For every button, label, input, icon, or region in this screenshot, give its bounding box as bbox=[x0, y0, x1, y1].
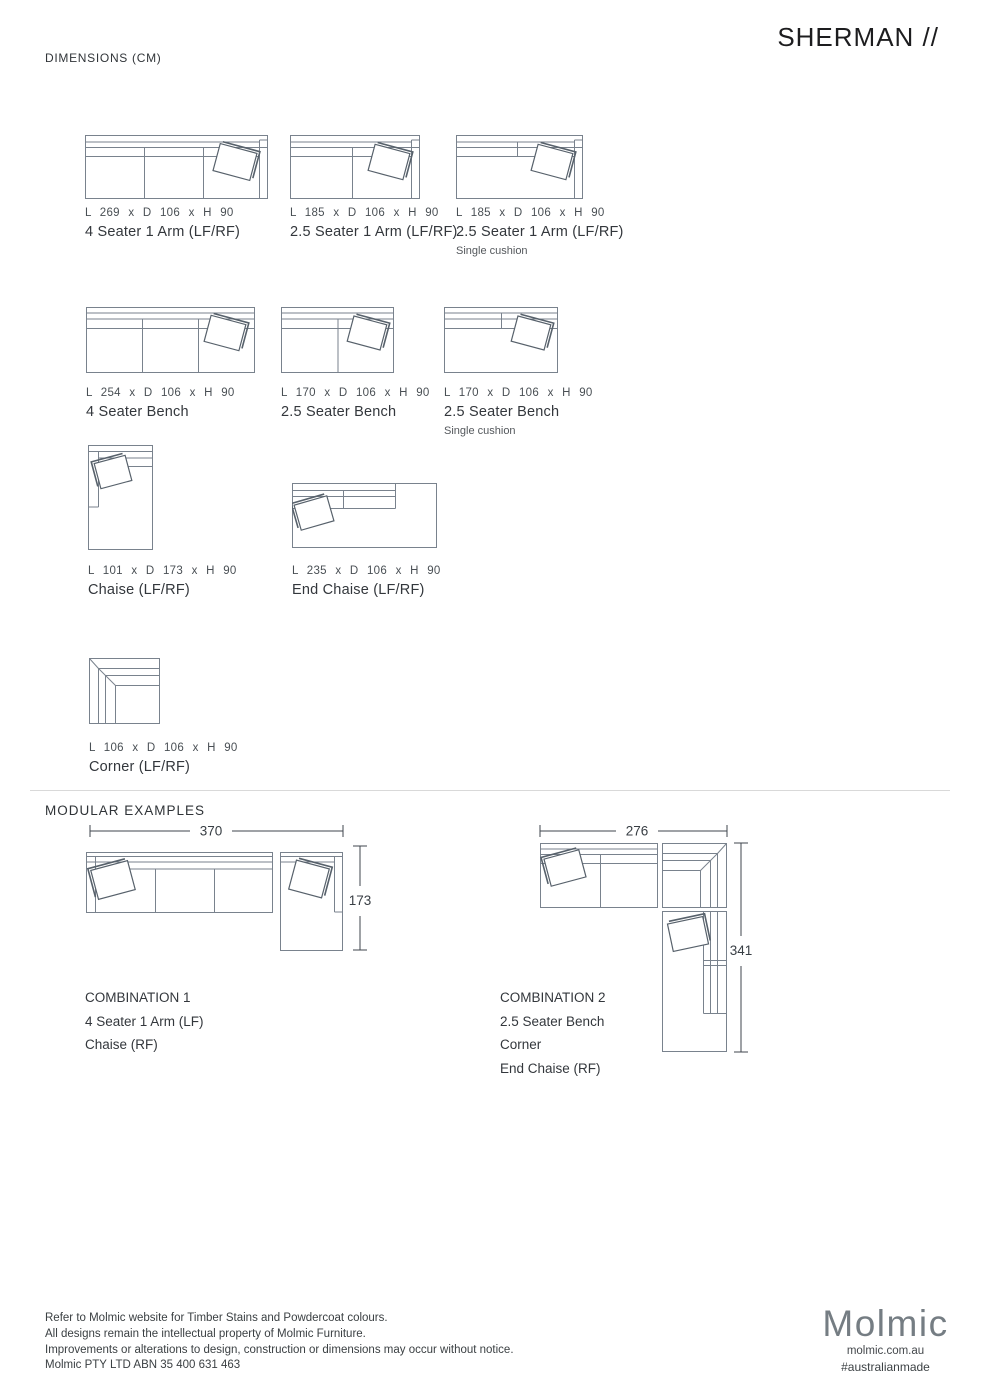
sofa-top-view-diagram bbox=[85, 135, 268, 199]
combination-part: 4 Seater 1 Arm (LF) bbox=[85, 1013, 204, 1029]
module-name: 2.5 Seater 1 Arm (LF/RF) bbox=[290, 224, 458, 240]
module-corner bbox=[89, 658, 238, 775]
module-note: Single cushion bbox=[456, 245, 528, 257]
combination-1-depth-label: 173 bbox=[348, 893, 372, 908]
combination-1-width-label: 370 bbox=[199, 823, 223, 839]
combination-2-end-chaise bbox=[663, 912, 727, 1052]
section-divider bbox=[30, 790, 950, 791]
module-dimensions: L 170 x D 106 x H 90 bbox=[444, 387, 593, 399]
sofa-top-view-diagram bbox=[290, 135, 420, 199]
module-name: End Chaise (LF/RF) bbox=[292, 582, 425, 598]
brand-hashtag: #australianmade bbox=[841, 1360, 930, 1374]
combination-part: Corner bbox=[500, 1037, 542, 1052]
module-name: 2.5 Seater Bench bbox=[444, 404, 560, 420]
combination-part: 2.5 Seater Bench bbox=[500, 1013, 605, 1029]
combination-2-depth-label: 341 bbox=[729, 943, 753, 958]
footer-notes bbox=[45, 1311, 514, 1374]
brand-block bbox=[808, 1305, 963, 1374]
combination-2-bench bbox=[541, 844, 658, 908]
page-title: SHERMAN // bbox=[777, 22, 939, 52]
module-name: 4 Seater 1 Arm (LF/RF) bbox=[85, 224, 241, 240]
dimensions-unit-label: DIMENSIONS (CM) bbox=[45, 51, 162, 65]
combination-1-sofa bbox=[87, 853, 273, 913]
back-cushion-pillow bbox=[667, 914, 711, 952]
combination-1-labels bbox=[85, 991, 204, 1062]
back-cushion-pillow bbox=[292, 494, 334, 531]
footer-note-line: Refer to Molmic website for Timber Stains and Powdercoat colours. bbox=[45, 1312, 388, 1324]
combination-part: Chaise (RF) bbox=[85, 1037, 158, 1052]
combination-2-corner bbox=[663, 844, 727, 908]
module-dimensions: L 185 x D 106 x H 90 bbox=[290, 207, 439, 219]
module-name: 4 Seater Bench bbox=[86, 404, 189, 420]
footer-note-line: Improvements or alterations to design, construction or dimensions may occur without notice. bbox=[45, 1343, 514, 1356]
module-chaise bbox=[88, 445, 237, 598]
footer-note-line: Molmic PTY LTD ABN 35 400 631 463 bbox=[45, 1359, 241, 1372]
module-name: 2.5 Seater 1 Arm (LF/RF) bbox=[456, 224, 624, 240]
module-dimensions: L 101 x D 173 x H 90 bbox=[88, 565, 237, 577]
module-2-5-seater-bench-single bbox=[444, 307, 593, 437]
module-note: Single cushion bbox=[444, 425, 516, 437]
combination-part: End Chaise (RF) bbox=[500, 1060, 601, 1076]
combination-1-diagram bbox=[84, 820, 384, 960]
sofa-top-view-diagram bbox=[86, 307, 255, 373]
back-cushion-pillow bbox=[88, 858, 135, 900]
module-end-chaise bbox=[292, 483, 441, 598]
combination-2-width-label: 276 bbox=[625, 823, 649, 839]
brand-website: molmic.com.au bbox=[846, 1345, 925, 1357]
module-name: Corner (LF/RF) bbox=[89, 759, 191, 775]
module-name: Chaise (LF/RF) bbox=[88, 582, 190, 598]
combination-title: COMBINATION 1 bbox=[85, 990, 191, 1005]
sofa-top-view-diagram bbox=[444, 307, 558, 373]
module-dimensions: L 106 x D 106 x H 90 bbox=[89, 742, 238, 754]
sofa-top-view-diagram bbox=[456, 135, 583, 199]
combination-1-chaise bbox=[281, 853, 343, 951]
module-dimensions: L 254 x D 106 x H 90 bbox=[86, 387, 235, 399]
module-dimensions: L 269 x D 106 x H 90 bbox=[85, 207, 234, 219]
back-cushion-pillow bbox=[541, 848, 586, 887]
module-dimensions: L 170 x D 106 x H 90 bbox=[281, 387, 430, 399]
molmic-logo: Molmic bbox=[822, 1303, 949, 1344]
module-name: 2.5 Seater Bench bbox=[281, 404, 397, 420]
module-dimensions: L 235 x D 106 x H 90 bbox=[292, 565, 441, 577]
sofa-top-view-diagram bbox=[88, 445, 153, 550]
modular-examples-heading: MODULAR EXAMPLES bbox=[45, 803, 206, 818]
module-4-seater-bench bbox=[86, 307, 255, 420]
footer-note-line: All designs remain the intellectual property of Molmic Furniture. bbox=[45, 1327, 366, 1340]
module-dimensions: L 185 x D 106 x H 90 bbox=[456, 207, 605, 219]
back-cushion-pillow bbox=[289, 858, 333, 899]
module-2-5-seater-1-arm bbox=[290, 135, 458, 240]
combination-2-labels bbox=[500, 991, 606, 1085]
sofa-top-view-diagram bbox=[292, 483, 437, 548]
combination-title: COMBINATION 2 bbox=[500, 990, 606, 1005]
back-cushion-pillow bbox=[91, 453, 132, 489]
module-4-seater-1-arm bbox=[85, 135, 268, 240]
module-2-5-seater-bench bbox=[281, 307, 430, 420]
sofa-top-view-diagram bbox=[89, 658, 160, 724]
module-2-5-seater-1-arm-single bbox=[456, 135, 624, 257]
sofa-top-view-diagram bbox=[281, 307, 394, 373]
